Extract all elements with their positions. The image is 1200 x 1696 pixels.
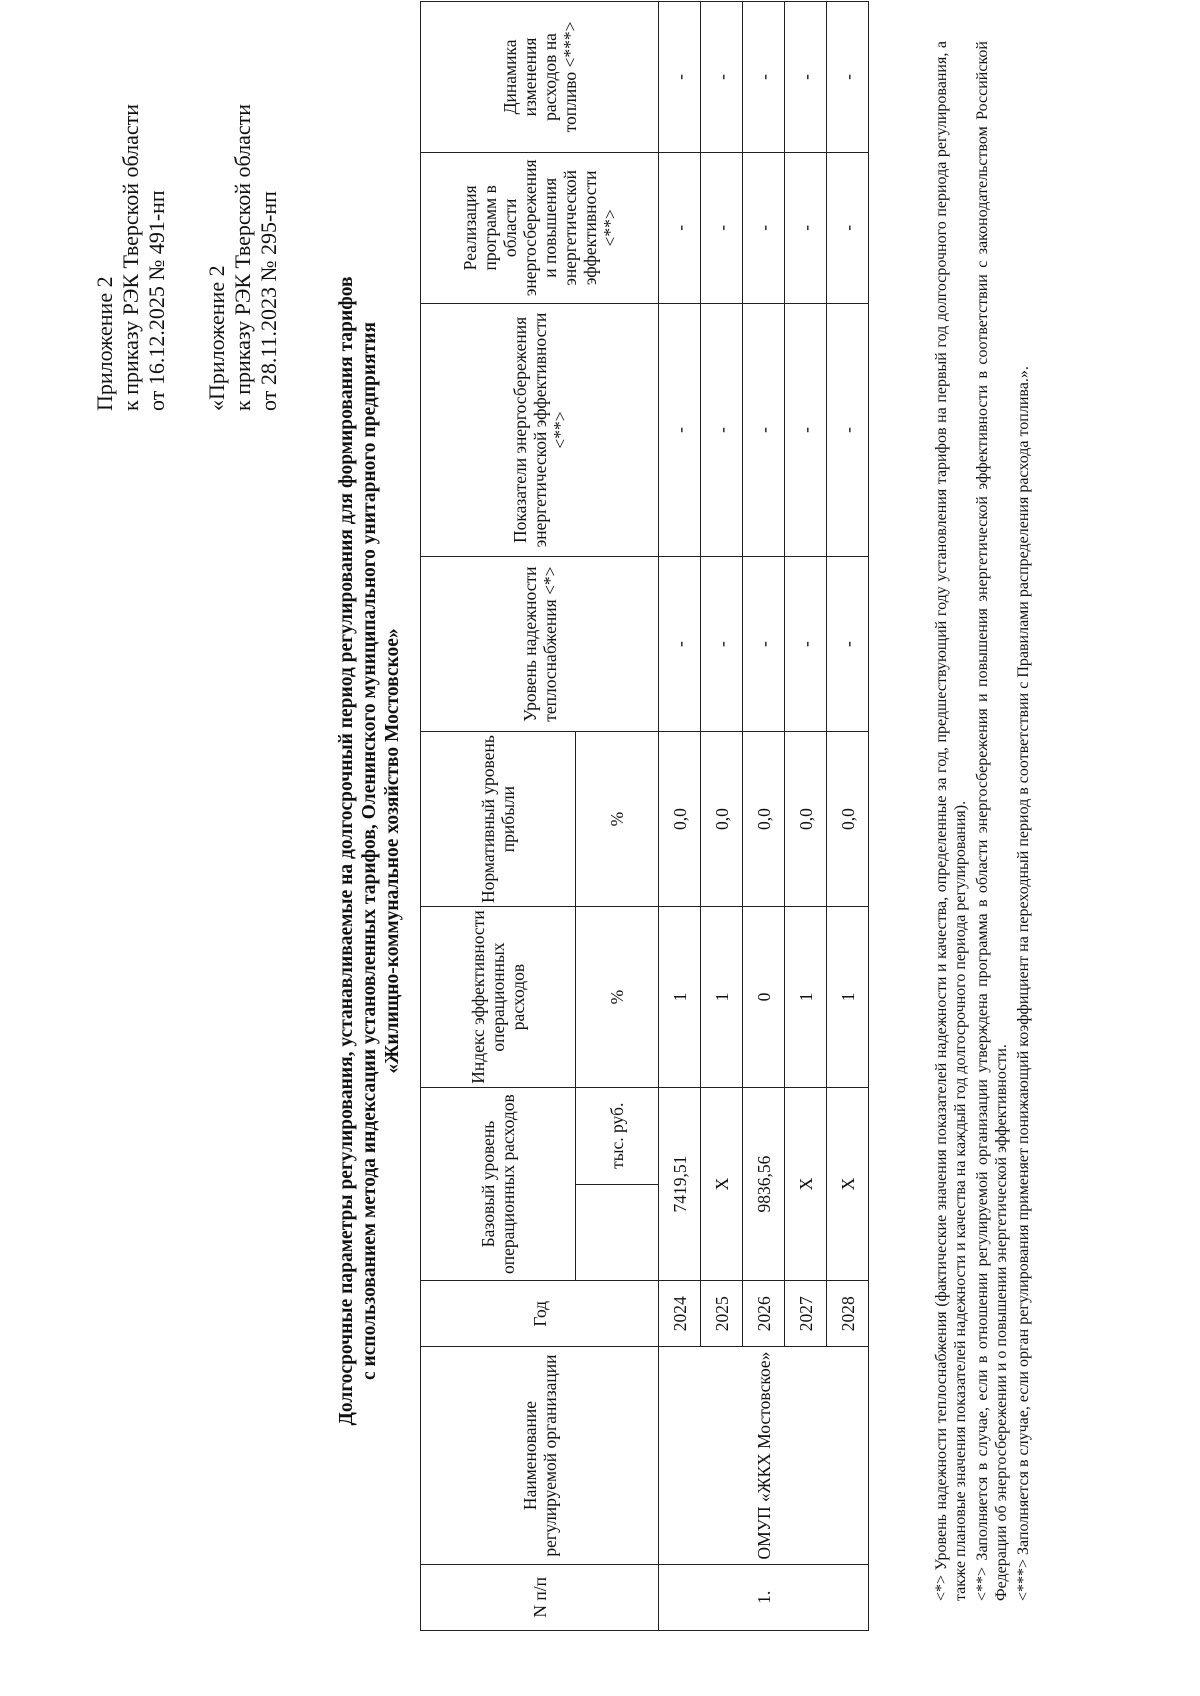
cell-programs: -	[827, 152, 869, 303]
cell-fuel: -	[659, 2, 701, 153]
units-base: тыс. руб.	[576, 1088, 659, 1185]
header-reliability: Уровень надежности теплоснабжения <*>	[421, 557, 659, 732]
cell-base: Х	[701, 1088, 743, 1281]
cell-index: 1	[701, 907, 743, 1088]
cell-base: Х	[827, 1088, 869, 1281]
title-line: с использованием метода индексации установленных тарифов, Оленинского муниципального унитарного предприятия	[359, 322, 380, 1380]
header-energy: Показатели энергосбережения энергетической эффективности <**>	[421, 303, 659, 556]
previous-order-reference	[204, 104, 282, 411]
header-fuel: Динамика изменения расходов на топливо <***>	[421, 2, 659, 153]
table-row	[659, 2, 701, 1631]
footnotes	[932, 41, 1036, 1601]
cell-energy: -	[785, 303, 827, 556]
units-index: %	[576, 907, 659, 1088]
title-line: «Жилищно-коммунальное хозяйство Мостовское»	[382, 628, 403, 1074]
cell-year: 2026	[743, 1281, 785, 1347]
header-year: Год	[421, 1281, 659, 1347]
cell-base: Х	[785, 1088, 827, 1281]
cell-base: 9836,56	[743, 1088, 785, 1281]
cell-reliability: -	[785, 557, 827, 732]
cell-index: 1	[785, 907, 827, 1088]
cell-profit: 0,0	[743, 732, 785, 907]
header-index: Индекс эффективности операционных расходов	[421, 907, 576, 1088]
header-line: к приказу РЭК Тверской области	[230, 103, 255, 411]
cell-reliability: -	[743, 557, 785, 732]
header-profit: Нормативный уровень прибыли	[421, 732, 576, 907]
cell-base: 7419,51	[659, 1088, 701, 1281]
cell-year: 2028	[827, 1281, 869, 1347]
parameters-table	[420, 1, 869, 1631]
cell-programs: -	[659, 152, 701, 303]
header-programs: Реализация программ в области энергосбережения и повышения энергетической эффективности <**>	[421, 152, 659, 303]
header-org: Наименование регулируемой организации	[421, 1347, 659, 1564]
cell-energy: -	[827, 303, 869, 556]
cell-year: 2024	[659, 1281, 701, 1347]
cell-energy: -	[659, 303, 701, 556]
header-line: «Приложение 2	[204, 265, 229, 411]
footnote-reliability: <*> Уровень надежности теплоснабжения (фактические значения показателей надежности и качества, определенные за год, предшествующий году установления тарифов на первый год долгосрочного периода регулирования, а также плановые значения показателей надежности и качества на каждый год долгосрочного периода регулирования).	[933, 41, 969, 1601]
header-line: от 28.11.2023 № 295-нп	[256, 191, 281, 411]
cell-year: 2027	[785, 1281, 827, 1347]
title-line: Долгосрочные параметры регулирования, устанавливаемые на долгосрочный период регулирования для формирования тарифов	[336, 276, 357, 1426]
cell-index: 1	[659, 907, 701, 1088]
current-order-reference	[92, 104, 170, 411]
cell-reliability: -	[701, 557, 743, 732]
cell-reliability: -	[827, 557, 869, 732]
header-base: Базовый уровень операционных расходов	[421, 1088, 576, 1281]
cell-programs: -	[743, 152, 785, 303]
cell-programs: -	[701, 152, 743, 303]
footnote-energy: <**> Заполняется в случае, если в отношении регулируемой организации утверждена программа в области энергосбережения и повышения энергетической эффективности в соответствии с законодательством Российской Федерации об энергосбережении и о повышении энергетической эффективности.	[974, 41, 1010, 1601]
cell-profit: 0,0	[785, 732, 827, 907]
header-num: N п/п	[421, 1564, 659, 1630]
cell-programs: -	[785, 152, 827, 303]
cell-profit: 0,0	[701, 732, 743, 907]
cell-energy: -	[743, 303, 785, 556]
cell-profit: 0,0	[827, 732, 869, 907]
footnote-fuel: <***> Заполняется в случае, если орган регулирования применяет понижающий коэффициент на переходный период в соответствии с Правилами распределения расхода топлива.».	[1015, 366, 1032, 1601]
cell-profit: 0,0	[659, 732, 701, 907]
cell-fuel: -	[743, 2, 785, 153]
units-profit: %	[576, 732, 659, 907]
org-name: ОМУП «ЖКХ Мостовское»	[659, 1347, 869, 1564]
header-line: Приложение 2	[92, 276, 117, 411]
cell-year: 2025	[701, 1281, 743, 1347]
cell-index: 1	[827, 907, 869, 1088]
cell-fuel: -	[785, 2, 827, 153]
appendix-header	[92, 104, 316, 411]
table-header-row	[421, 2, 576, 1631]
document-title	[335, 66, 404, 1636]
units-base-spacer	[576, 1184, 659, 1281]
header-line: к приказу РЭК Тверской области	[118, 103, 143, 411]
cell-reliability: -	[659, 557, 701, 732]
cell-fuel: -	[701, 2, 743, 153]
header-line: от 16.12.2025 № 491-нп	[144, 190, 169, 411]
cell-index: 0	[743, 907, 785, 1088]
cell-fuel: -	[827, 2, 869, 153]
org-number: 1.	[659, 1564, 869, 1630]
cell-energy: -	[701, 303, 743, 556]
